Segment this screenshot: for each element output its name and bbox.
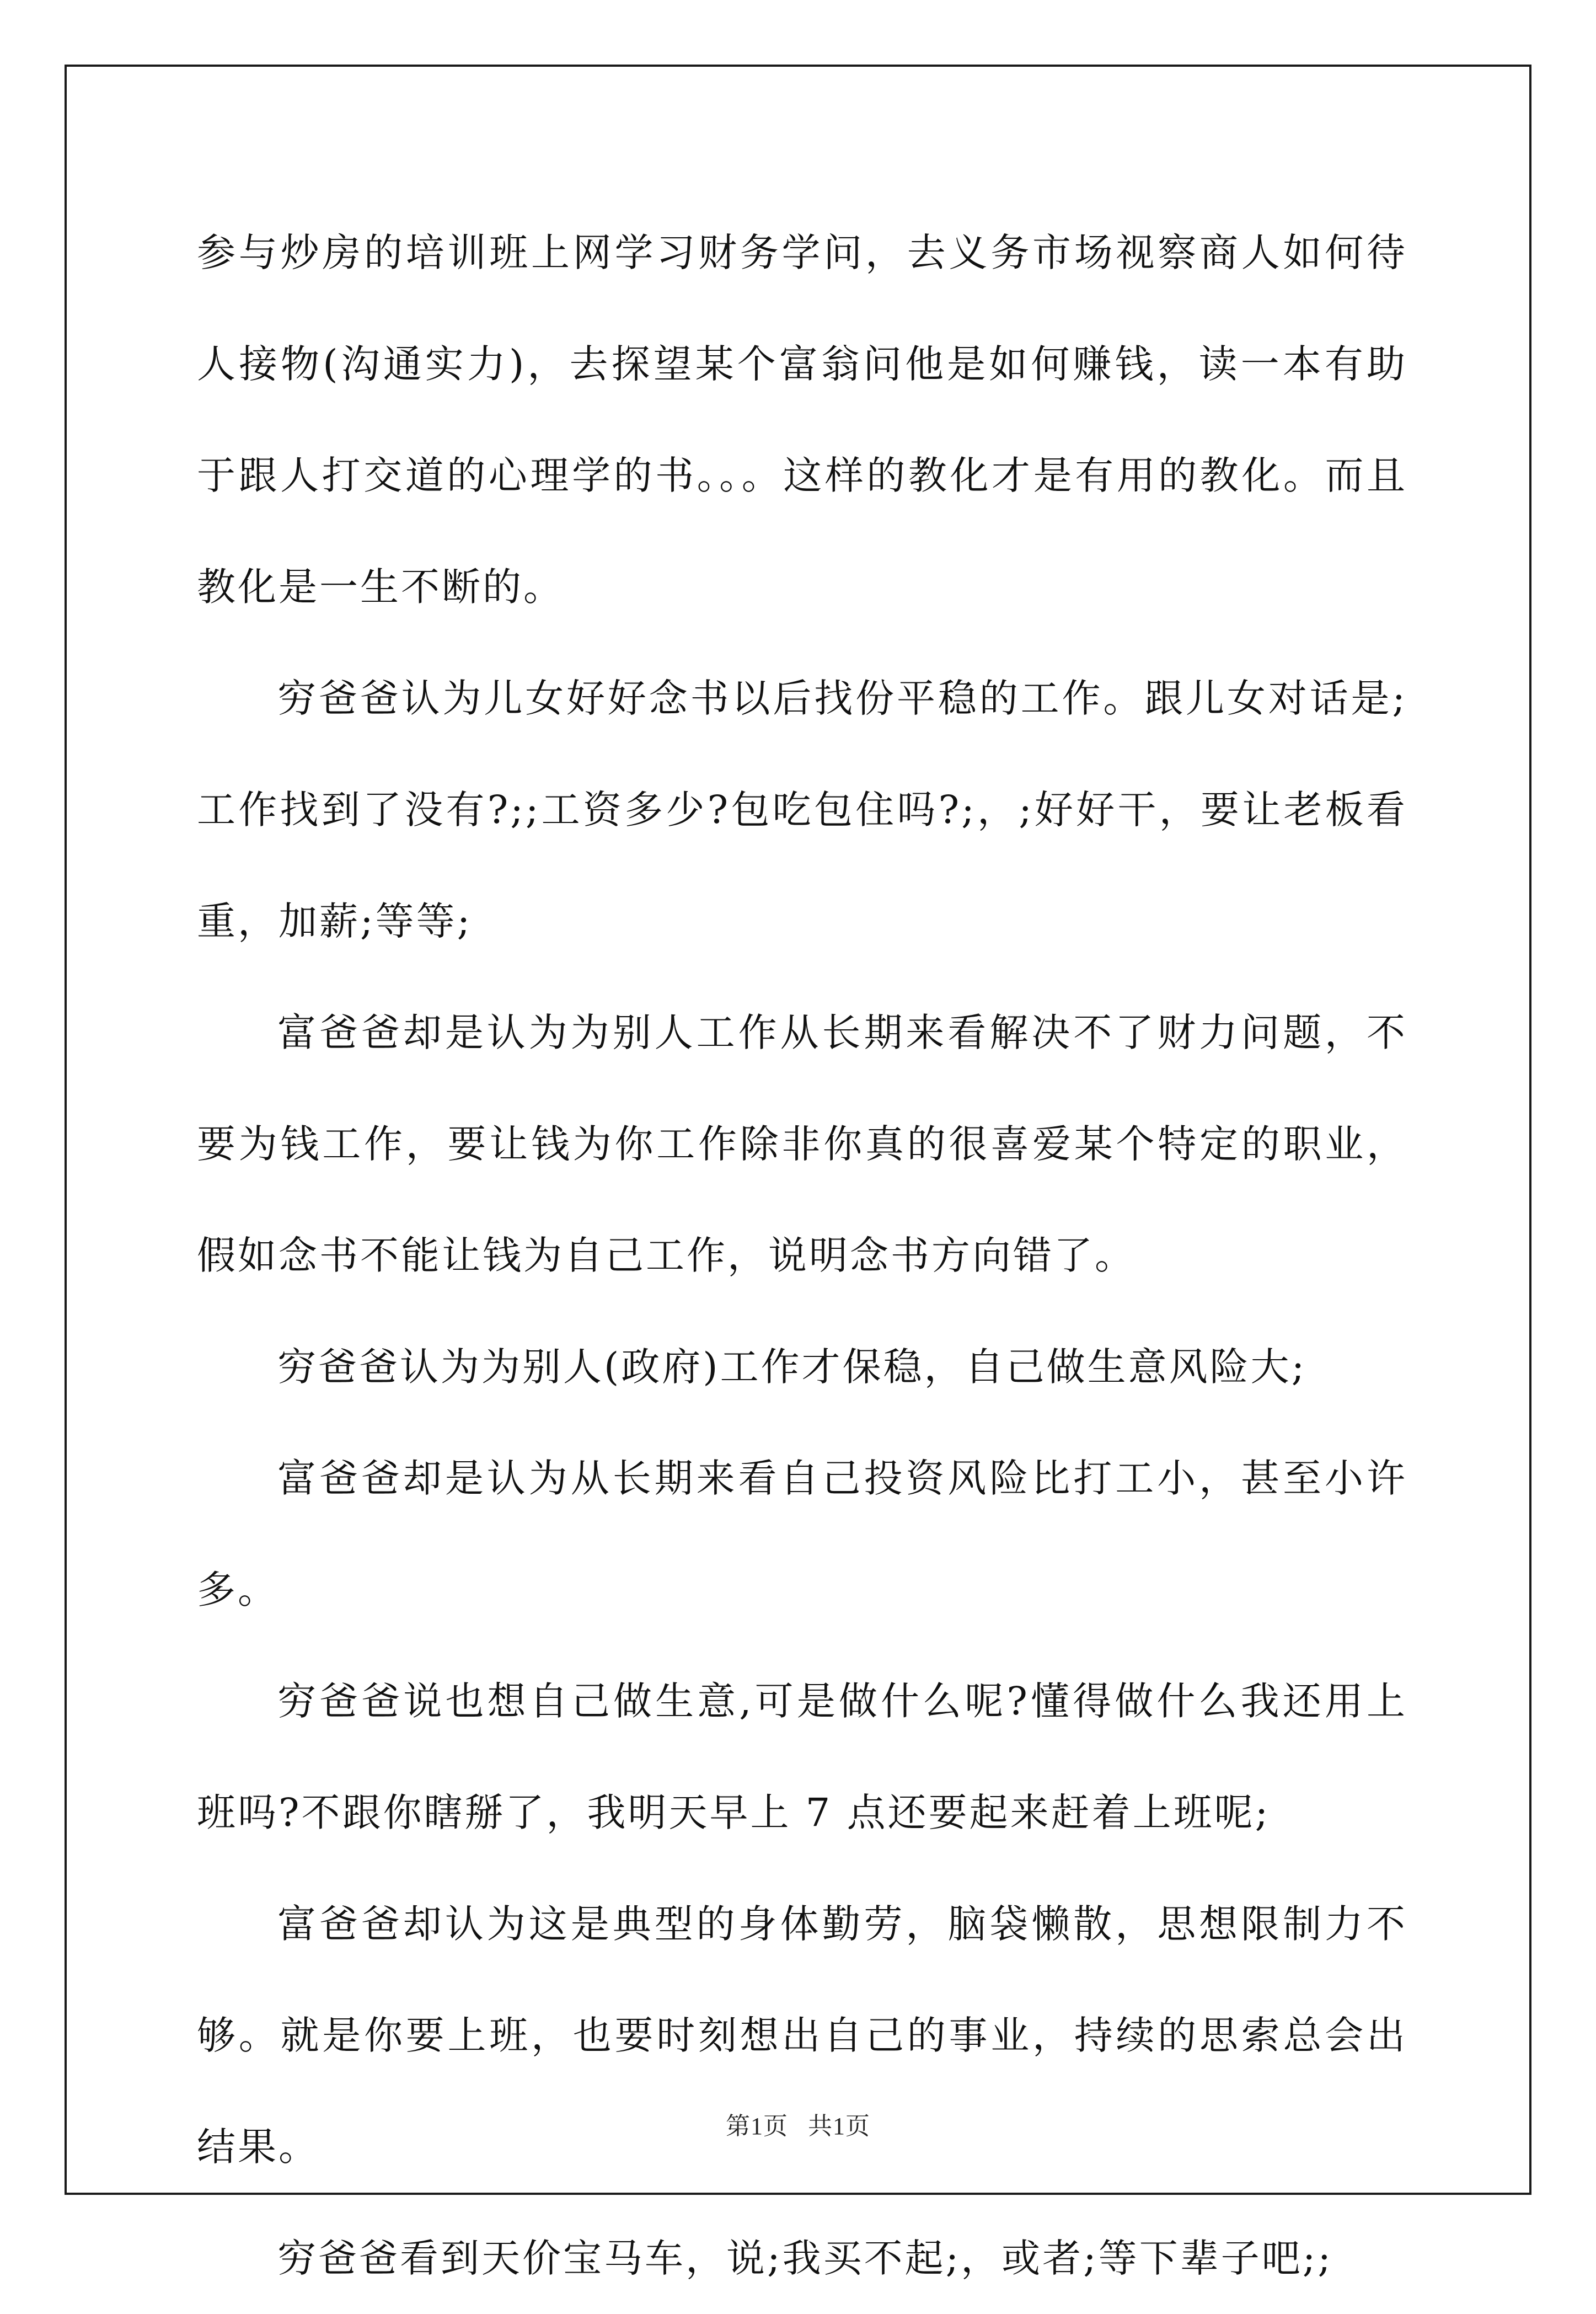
paragraph-2: 穷爸爸认为儿女好好念书以后找份平稳的工作。跟儿女对话是;工作找到了没有?;;工资多少?包吃包住吗?;，;好好干，要让老板看重，加薪;等等; — [197, 676, 1407, 944]
page-total: 共1页 — [808, 2113, 870, 2140]
paragraph-7: 富爸爸却认为这是典型的身体勤劳，脑袋懒散，思想限制力不够。就是你要上班，也要时刻想出自己的事业，持续的思索总会出结果。 — [197, 1901, 1407, 2169]
paragraph-6: 穷爸爸说也想自己做生意,可是做什么呢?懂得做什么我还用上班吗?不跟你瞎掰了，我明天早上 7 点还要起来赶着上班呢; — [197, 1679, 1407, 1835]
paragraph-3: 富爸爸却是认为为别人工作从长期来看解决不了财力问题，不要为钱工作，要让钱为你工作除非你真的很喜爱某个特定的职业，假如念书不能让钱为自己工作，说明念书方向错了。 — [197, 1010, 1407, 1278]
paragraph-4: 穷爸爸认为为别人(政府)工作才保稳，自己做生意风险大; — [277, 1344, 1307, 1390]
page-number: 第1页 — [726, 2113, 788, 2140]
document-body — [197, 197, 1407, 2314]
paragraph-5: 富爸爸却是认为从长期来看自己投资风险比打工小，甚至小许多。 — [197, 1456, 1407, 1612]
page-footer — [0, 2106, 1596, 2141]
paragraph-8: 穷爸爸看到天价宝马车，说;我买不起;，或者;等下辈子吧;; — [277, 2236, 1333, 2281]
paragraph-1: 参与炒房的培训班上网学习财务学问，去义务市场视察商人如何待人接物(沟通实力)，去探望某个富翁问他是如何赚钱，读一本有助于跟人打交道的心理学的书。。。这样的教化才是有用的教化。而且教化是一生不断的。 — [197, 230, 1407, 610]
